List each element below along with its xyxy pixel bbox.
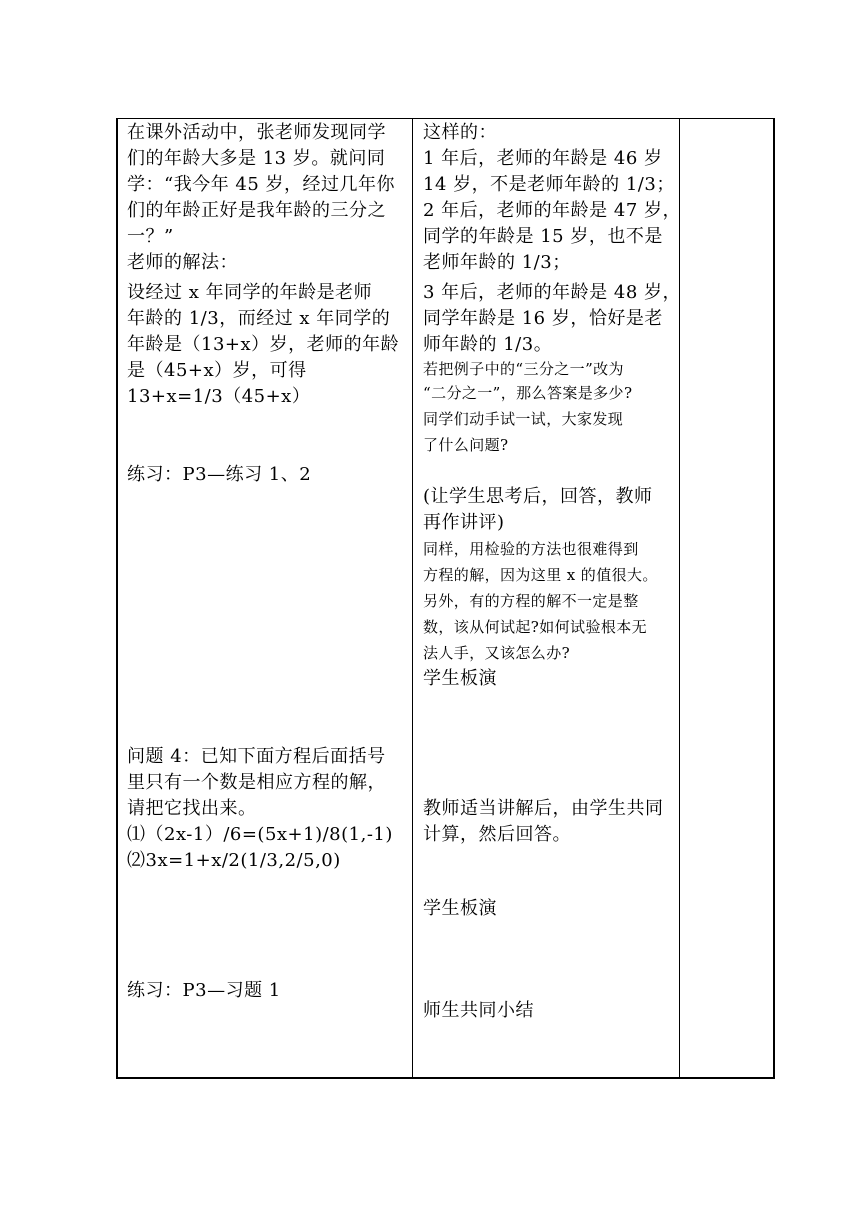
col2-line: (让学生思考后，回答，教师 <box>423 486 653 507</box>
col1-line: 13+x=1/3（45+x） <box>127 386 311 407</box>
col2-line: 同学年龄是 16 岁，恰好是老 <box>423 308 663 329</box>
col1-line: 里只有一个数是相应方程的解， <box>127 772 386 793</box>
col1-line: 学：“我今年 45 岁，经过几年你 <box>127 174 396 195</box>
col2-line: 1 年后，老师的年龄是 46 岁 <box>423 148 663 169</box>
col2-line: 这样的： <box>423 122 497 143</box>
table-border-right <box>773 118 775 1079</box>
col2-line: 若把例子中的“三分之一”改为 <box>423 360 624 378</box>
col1-line: ⑴（2x-1）/6=(5x+1)/8(1,-1) <box>127 824 393 845</box>
col1-line: 在课外活动中，张老师发现同学 <box>127 122 386 143</box>
col1-line: 练习：P3—习题 1 <box>127 980 281 1001</box>
col1-line: 设经过 x 年同学的年龄是老师 <box>127 282 373 303</box>
col1-line: 是（45+x）岁，可得 <box>127 360 307 381</box>
table-cell-process <box>413 118 682 1079</box>
col1-line: 问题 4：已知下面方程后面括号 <box>127 746 386 767</box>
col1-line: 请把它找出来。 <box>127 798 257 819</box>
col2-line: 数，该从何试起?如何试验根本无 <box>423 618 648 636</box>
col2-line: 3 年后，老师的年龄是 48 岁， <box>423 282 682 303</box>
col1-line: 一？” <box>127 226 174 247</box>
col2-line: 教师适当讲解后，由学生共同 <box>423 798 664 819</box>
col2-line: 14 岁，不是老师年龄的 1/3； <box>423 174 675 195</box>
col2-line: 方程的解，因为这里 x 的值很大。 <box>423 566 658 584</box>
col2-line: 另外，有的方程的解不一定是整 <box>423 592 639 610</box>
col2-line: 法人手，又该怎么办? <box>423 644 571 662</box>
col2-line: 学生板演 <box>423 898 497 919</box>
col2-line: 学生板演 <box>423 668 497 689</box>
col1-line: 们的年龄正好是我年龄的三分之 <box>127 200 386 221</box>
col2-line: 再作讲评) <box>423 512 505 533</box>
lesson-table <box>116 118 775 1079</box>
col1-line: 年龄是（13+x）岁，老师的年龄 <box>127 334 400 355</box>
col2-line: “二分之一”，那么答案是多少? <box>423 384 633 402</box>
col2-line: 2 年后，老师的年龄是 47 岁， <box>423 200 682 221</box>
col1-line: ⑵3x=1+x/2(1/3,2/5,0) <box>127 850 341 871</box>
col1-line: 练习：P3—练习 1、2 <box>127 464 312 485</box>
col2-line: 老师年龄的 1/3； <box>423 252 571 273</box>
table-cell-notes <box>680 118 773 1079</box>
col2-line: 同学的年龄是 15 岁，也不是 <box>423 226 663 247</box>
col2-line: 计算，然后回答。 <box>423 824 571 845</box>
table-cell-activity <box>116 118 412 1079</box>
col2-line: 师生共同小结 <box>423 1000 534 1021</box>
col1-line: 老师的解法： <box>127 252 238 273</box>
col1-line: 年龄的 1/3，而经过 x 年同学的 <box>127 308 391 329</box>
col2-line: 同样，用检验的方法也很难得到 <box>423 540 639 558</box>
col1-line: 们的年龄大多是 13 岁。就问同 <box>127 148 386 169</box>
col2-line: 师年龄的 1/3。 <box>423 334 553 355</box>
col2-line: 了什么问题? <box>423 436 509 454</box>
col2-line: 同学们动手试一试，大家发现 <box>423 410 624 428</box>
